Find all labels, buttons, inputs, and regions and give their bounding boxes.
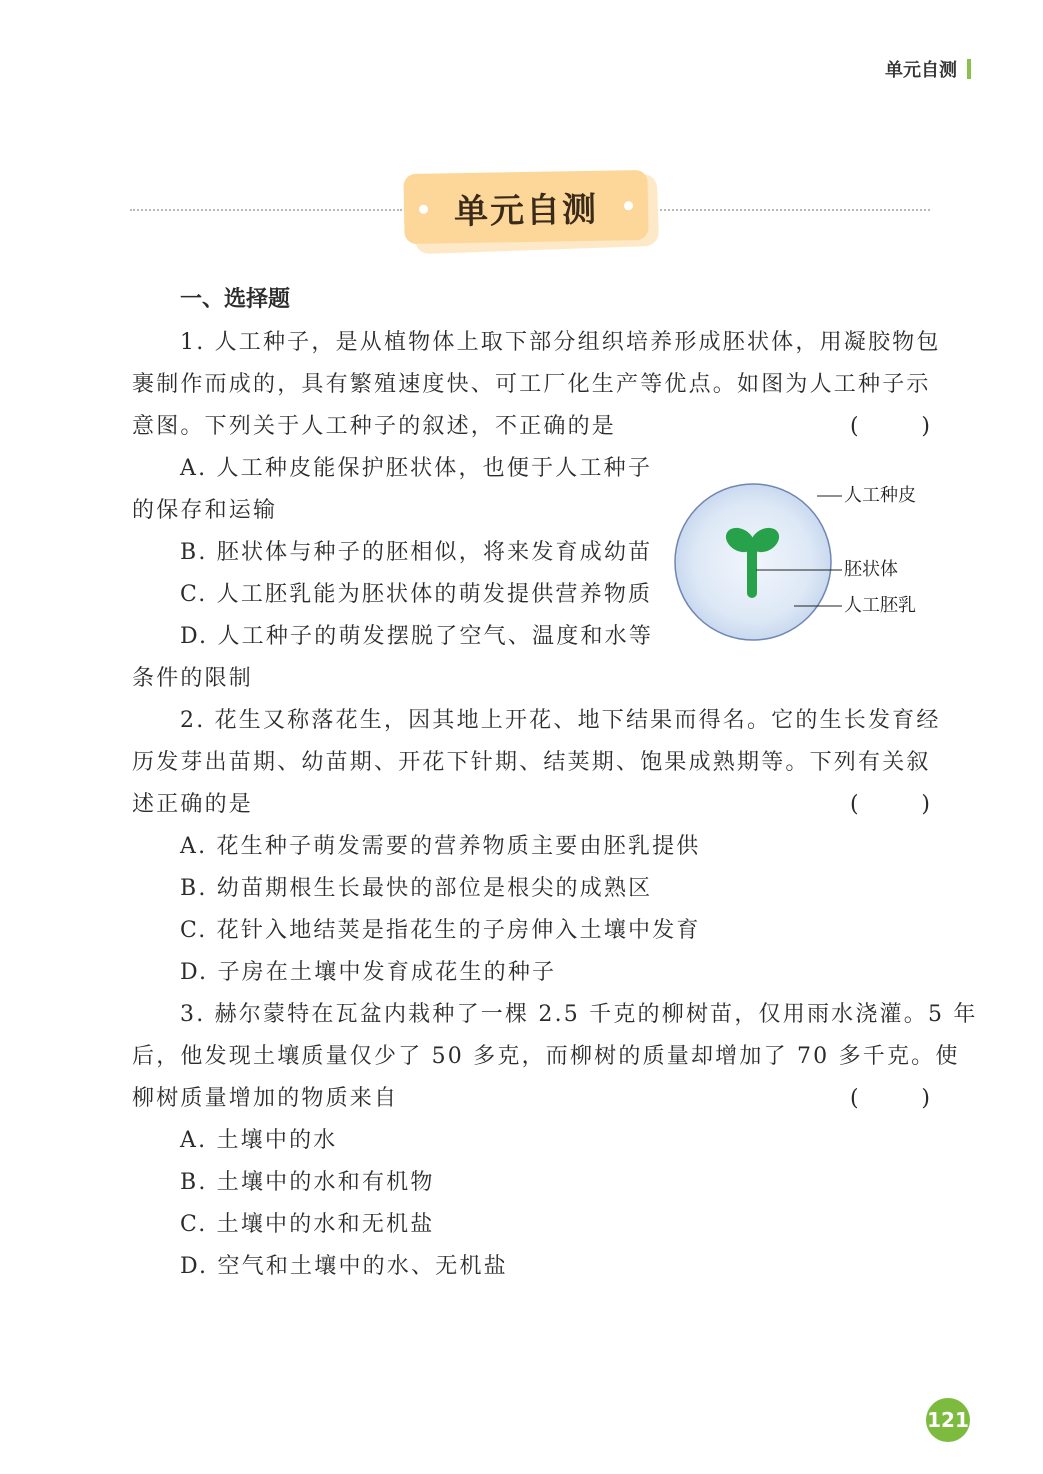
question-stem-line: [132, 1078, 930, 1120]
question-stem-text: 柳树质量增加的物质来自: [132, 1086, 399, 1111]
dotted-rule-right: [656, 209, 930, 211]
option-c: C. 土壤中的水和无机盐: [180, 1212, 435, 1237]
title-badge-face: [403, 170, 648, 244]
running-head-bar: [967, 59, 971, 79]
question-stem-text: 述正确的是: [132, 792, 254, 817]
option-d: D. 子房在土壤中发育成花生的种子: [180, 960, 557, 985]
option-d: D. 人工种子的萌发摆脱了空气、温度和水等: [180, 624, 654, 649]
question-stem-line: [132, 406, 930, 448]
question-3: [132, 994, 978, 1288]
running-head: [885, 56, 971, 82]
label-artificial-seed-coat: 人工种皮: [844, 485, 916, 506]
question-stem-text: 意图。下列关于人工种子的叙述，不正确的是: [132, 414, 617, 439]
title-dot-right: [624, 201, 633, 210]
option-a: A. 人工种皮能保护胚状体，也便于人工种子: [180, 456, 653, 481]
question-stem-line: [132, 784, 930, 826]
question-2: [132, 700, 941, 994]
answer-blank[interactable]: [850, 784, 930, 826]
question-stem-line: 裹制作而成的，具有繁殖速度快、可工厂化生产等优点。如图为人工种子示: [132, 372, 931, 397]
paren-open: (: [850, 792, 859, 817]
option-d-continued: 条件的限制: [132, 666, 254, 691]
option-c: C. 花针入地结荚是指花生的子房伸入土壤中发育: [180, 918, 701, 943]
dotted-rule-left: [130, 209, 402, 211]
option-a: A. 土壤中的水: [180, 1128, 338, 1153]
answer-blank[interactable]: [850, 406, 930, 448]
question-stem-line: 2. 花生又称落花生，因其地上开花、地下结果而得名。它的生长发育经: [180, 708, 941, 733]
label-embryoid: 胚状体: [844, 559, 898, 580]
label-artificial-endosperm: 人工胚乳: [844, 595, 916, 616]
title-badge: [404, 172, 654, 246]
question-stem-line: 1. 人工种子，是从植物体上取下部分组织培养形成胚状体，用凝胶物包: [180, 330, 941, 355]
option-b: B. 土壤中的水和有机物: [180, 1170, 435, 1195]
option-b: B. 胚状体与种子的胚相似，将来发育成幼苗: [180, 540, 653, 565]
running-title: 单元自测: [885, 60, 957, 81]
title-banner: [130, 170, 930, 254]
question-stem-line: 历发芽出苗期、幼苗期、开花下针期、结荚期、饱果成熟期等。下列有关叙: [132, 750, 931, 775]
page-number-badge: [926, 1398, 970, 1442]
page-number: 121: [927, 1408, 969, 1432]
question-content: [132, 278, 978, 1288]
option-c: C. 人工胚乳能为胚状体的萌发提供营养物质: [180, 582, 653, 607]
title-dot-left: [419, 204, 428, 213]
paren-close: ): [921, 792, 930, 817]
paren-open: (: [850, 1086, 859, 1111]
question-stem-line: 后，他发现土壤质量仅少了 50 多克，而柳树的质量却增加了 70 多千克。使: [132, 1044, 960, 1069]
paren-close: ): [921, 414, 930, 439]
question-stem-line: 3. 赫尔蒙特在瓦盆内栽种了一棵 2.5 千克的柳树苗，仅用雨水浇灌。5 年: [180, 1002, 978, 1027]
option-d: D. 空气和土壤中的水、无机盐: [180, 1254, 508, 1279]
paren-open: (: [850, 414, 859, 439]
answer-blank[interactable]: [850, 1078, 930, 1120]
paren-close: ): [921, 1086, 930, 1111]
section-heading: 一、选择题: [180, 287, 291, 312]
option-a-continued: 的保存和运输: [132, 498, 278, 523]
page-title: 单元自测: [453, 189, 599, 232]
option-a: A. 花生种子萌发需要的营养物质主要由胚乳提供: [180, 834, 701, 859]
artificial-seed-diagram: [670, 478, 940, 648]
option-b: B. 幼苗期根生长最快的部位是根尖的成熟区: [180, 876, 653, 901]
